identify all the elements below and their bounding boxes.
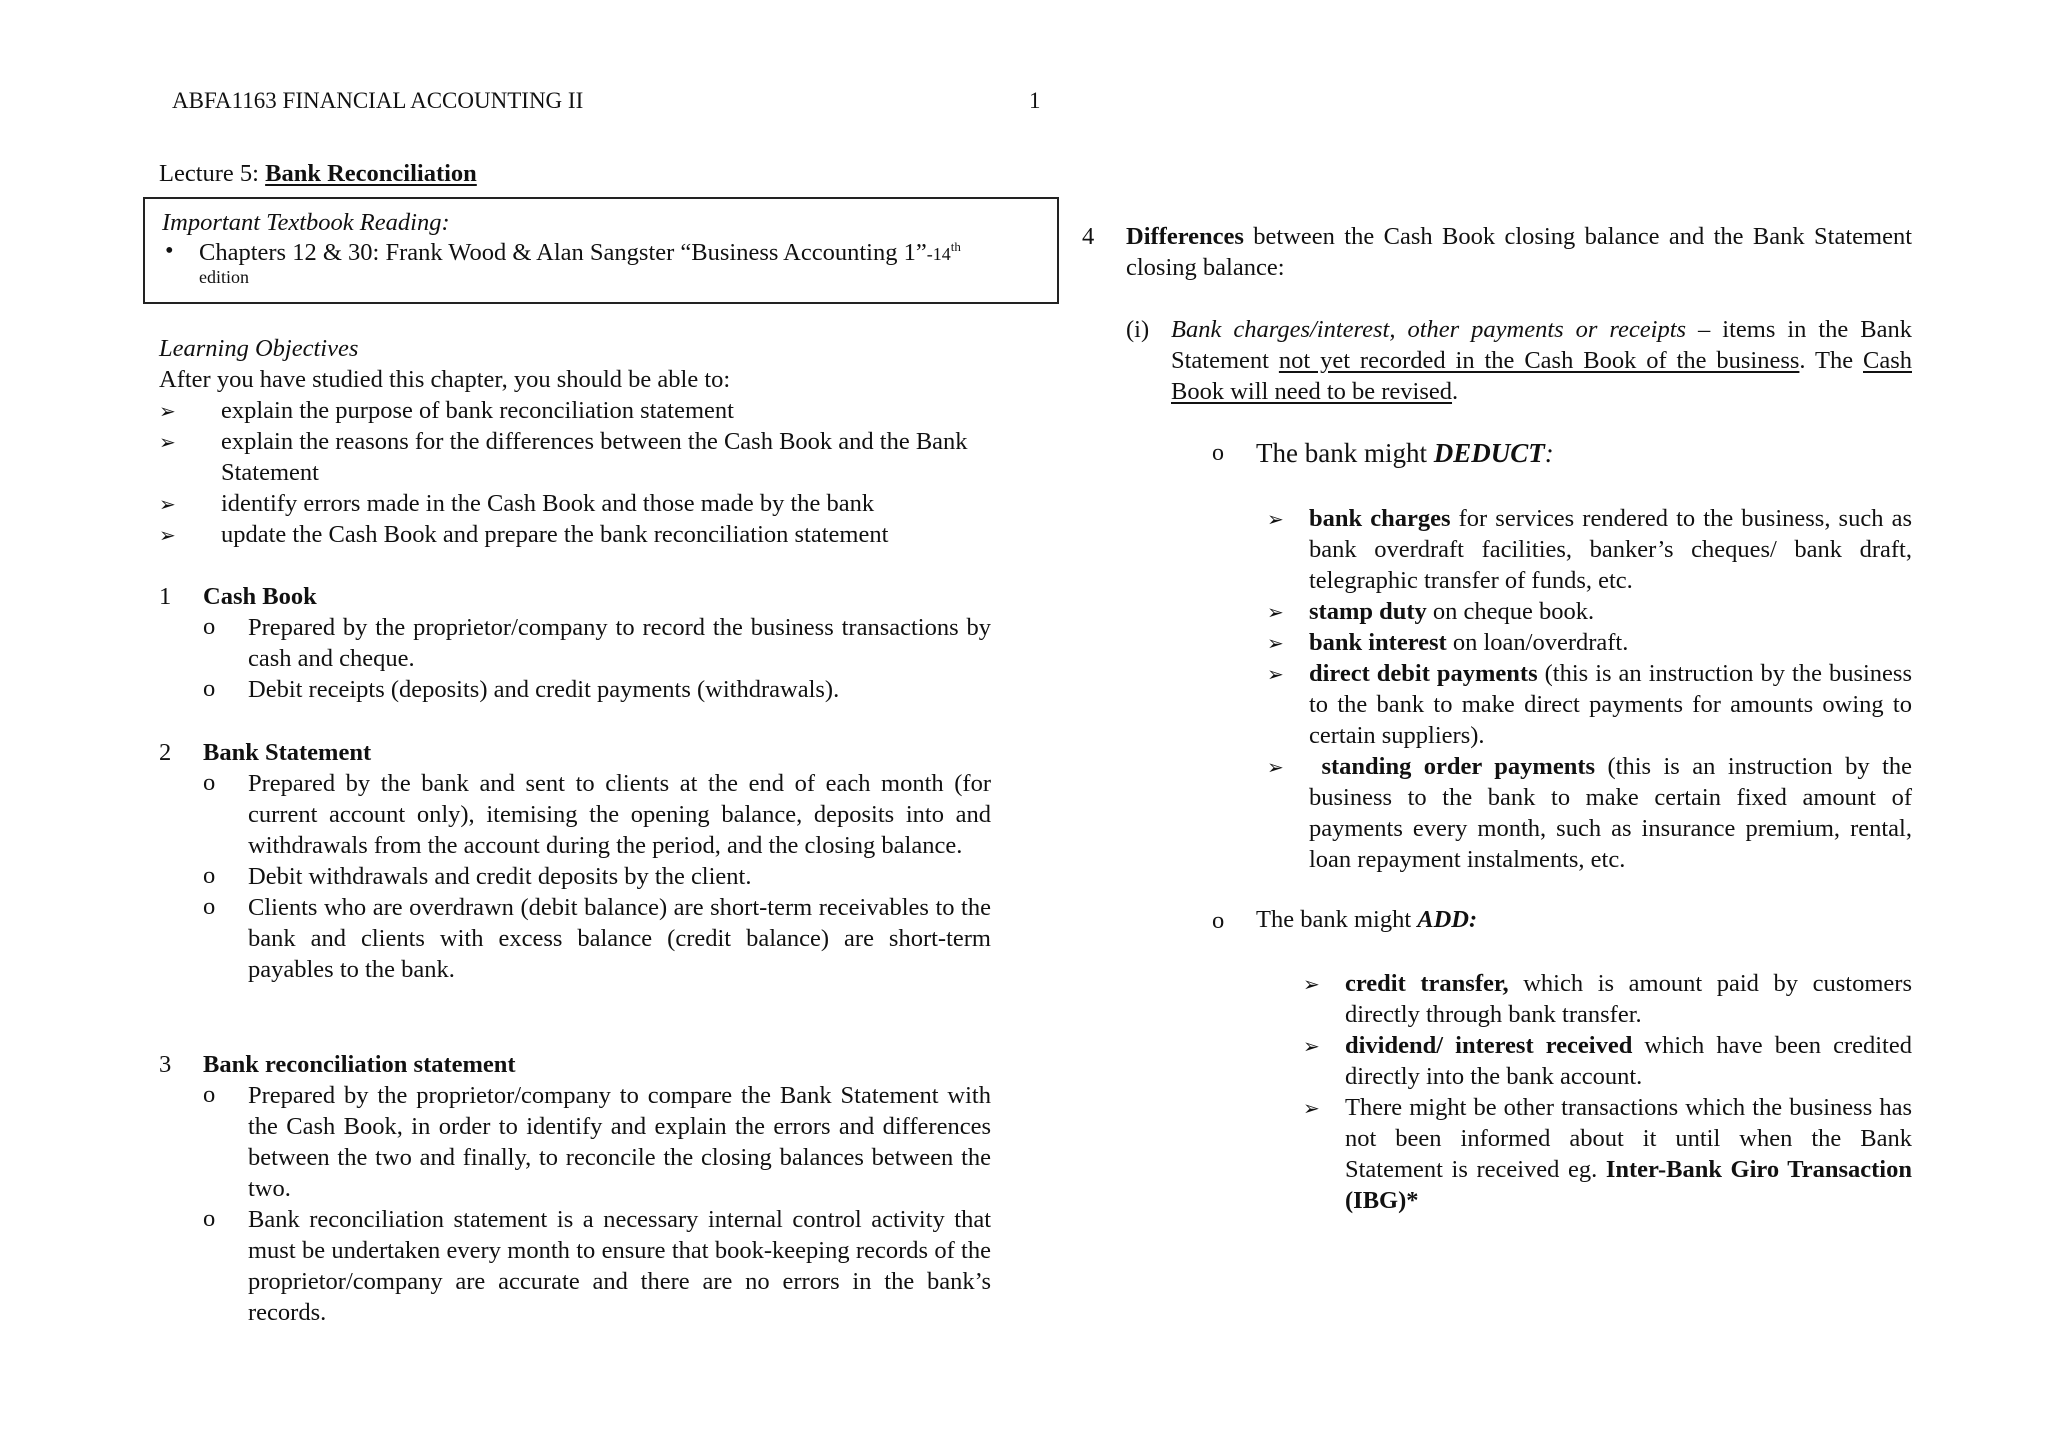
reading-edition-dash: -14 (926, 244, 951, 265)
list-item: o Prepared by the bank and sent to clients at the end of each month (for current account only), itemising the opening balance, deposits into and withdrawals from the account during the period, and the closing balance. (203, 769, 991, 859)
deduct-item: ➢ bank charges for services rendered to the business, such as bank overdraft facilities, banker’s cheques/ bank draft, telegraphic transfer of funds, etc. (1267, 505, 1912, 594)
circle-bullet-icon: o (203, 893, 216, 920)
arrow-bullet-icon: ➢ (1267, 631, 1284, 655)
objective-item: ➢ identify errors made in the Cash Book and those made by the bank (159, 488, 989, 519)
deduct-item: ➢ direct debit payments (this is an instruction by the business to the bank to make direct payments for amounts owing to certain suppliers). (1267, 660, 1912, 749)
reading-heading: Important Textbook Reading: (162, 209, 450, 236)
sub-label: (i) (1126, 316, 1150, 343)
deduct-list (1267, 503, 1912, 875)
circle-bullet-icon: o (203, 1081, 216, 1108)
section-title: Differences (1126, 223, 1244, 250)
circle-bullet-icon: o (1212, 440, 1224, 466)
lecture-prefix: Lecture 5: (159, 160, 266, 187)
circle-bullet-icon: o (203, 862, 216, 889)
objective-item: ➢ explain the purpose of bank reconciliation statement (159, 395, 989, 426)
section-cash-book (159, 581, 991, 705)
reading-edition-sup: th (950, 239, 961, 254)
section-number: 1 (159, 583, 172, 610)
section-title: Cash Book (203, 583, 317, 610)
reading-edition-word: edition (199, 267, 249, 288)
arrow-bullet-icon: ➢ (159, 430, 176, 454)
circle-bullet-icon: o (203, 675, 216, 702)
section-number: 2 (159, 739, 172, 766)
list-item: o Prepared by the proprietor/company to compare the Bank Statement with the Cash Book, in order to identify and explain the errors and differences between the two and finally, to reconcile the closing balances between the two. (203, 1081, 991, 1202)
reading-item: • Chapters 12 & 30: Frank Wood & Alan Sangster “Business Accounting 1”-14th edition (165, 239, 1045, 288)
list-item: o Debit withdrawals and credit deposits by the client. (203, 862, 752, 890)
arrow-bullet-icon: ➢ (159, 523, 176, 547)
list-item: o Prepared by the proprietor/company to record the business transactions by cash and cheque. (203, 613, 991, 672)
lecture-title (159, 160, 477, 188)
list-item: o Debit receipts (deposits) and credit payments (withdrawals). (203, 675, 840, 703)
deduct-heading: o The bank might DEDUCT: (1212, 438, 1554, 468)
section-number: 3 (159, 1051, 172, 1078)
arrow-bullet-icon: ➢ (159, 492, 176, 516)
deduct-item: ➢ stamp duty on cheque book. (1267, 596, 1912, 627)
add-list (1303, 968, 1912, 1216)
section-title: Bank reconciliation statement (203, 1051, 516, 1078)
arrow-bullet-icon: ➢ (1267, 600, 1284, 624)
circle-bullet-icon: o (203, 1205, 216, 1232)
arrow-bullet-icon: ➢ (1267, 662, 1284, 686)
page-number: 1 (1029, 88, 1041, 113)
learning-objectives (159, 333, 989, 550)
arrow-bullet-icon: ➢ (1303, 972, 1320, 996)
arrow-bullet-icon: ➢ (1267, 755, 1284, 779)
arrow-bullet-icon: ➢ (159, 399, 176, 423)
sub-item-i: (i) Bank charges/interest, other payments or receipts – items in the Bank Statement not yet recorded in the Cash Book of the business. The Cash Book will need to be revised. (1126, 316, 1912, 405)
circle-bullet-icon: o (203, 613, 216, 640)
add-item: ➢ credit transfer, which is amount paid by customers directly through bank transfer. (1303, 970, 1912, 1028)
objective-item: ➢ update the Cash Book and prepare the bank reconciliation statement (159, 519, 989, 550)
list-item: o Bank reconciliation statement is a necessary internal control activity that must be undertaken every month to ensure that book-keeping records of the proprietor/company are accurate and there are no errors in the bank’s records. (203, 1205, 991, 1326)
circle-bullet-icon: o (203, 769, 216, 796)
objective-item: ➢ explain the reasons for the differences between the Cash Book and the Bank Statement (159, 428, 968, 486)
section-differences: 4 Differences between the Cash Book closing balance and the Bank Statement closing balance: (1082, 223, 1912, 281)
reading-box (143, 197, 1059, 304)
section-bank-reconciliation (159, 1049, 991, 1328)
lecture-topic: Bank Reconciliation (265, 160, 477, 187)
reading-item-text: Chapters 12 & 30: Frank Wood & Alan Sangster “Business Accounting 1” (199, 239, 927, 267)
course-header: ABFA1163 FINANCIAL ACCOUNTING II (172, 88, 584, 113)
section-bank-statement (159, 737, 991, 985)
deduct-item: ➢ bank interest on loan/overdraft. (1267, 627, 1912, 658)
add-item: ➢ There might be other transactions which the business has not been informed about it until when the Bank Statement is received eg. Inter-Bank Giro Transaction (IBG)* (1303, 1094, 1912, 1214)
add-item: ➢ dividend/ interest received which have been credited directly into the bank account. (1303, 1032, 1912, 1090)
section-number: 4 (1082, 223, 1095, 250)
objectives-intro: After you have studied this chapter, you should be able to: (159, 366, 731, 393)
circle-bullet-icon: o (1212, 907, 1225, 934)
arrow-bullet-icon: ➢ (1267, 507, 1284, 531)
objectives-heading: Learning Objectives (159, 335, 359, 362)
arrow-bullet-icon: ➢ (1303, 1096, 1320, 1120)
arrow-bullet-icon: ➢ (1303, 1034, 1320, 1058)
add-heading: o The bank might ADD: (1212, 906, 1478, 934)
list-item: o Clients who are overdrawn (debit balance) are short-term receivables to the bank and clients with excess balance (credit balance) are short-term payables to the bank. (203, 893, 991, 983)
section-title: Bank Statement (203, 739, 372, 766)
deduct-item: ➢ standing order payments (this is an instruction by the business to the bank to make certain fixed amount of payments every month, such as insurance premium, rental, loan repayment instalments, etc. (1267, 753, 1912, 873)
